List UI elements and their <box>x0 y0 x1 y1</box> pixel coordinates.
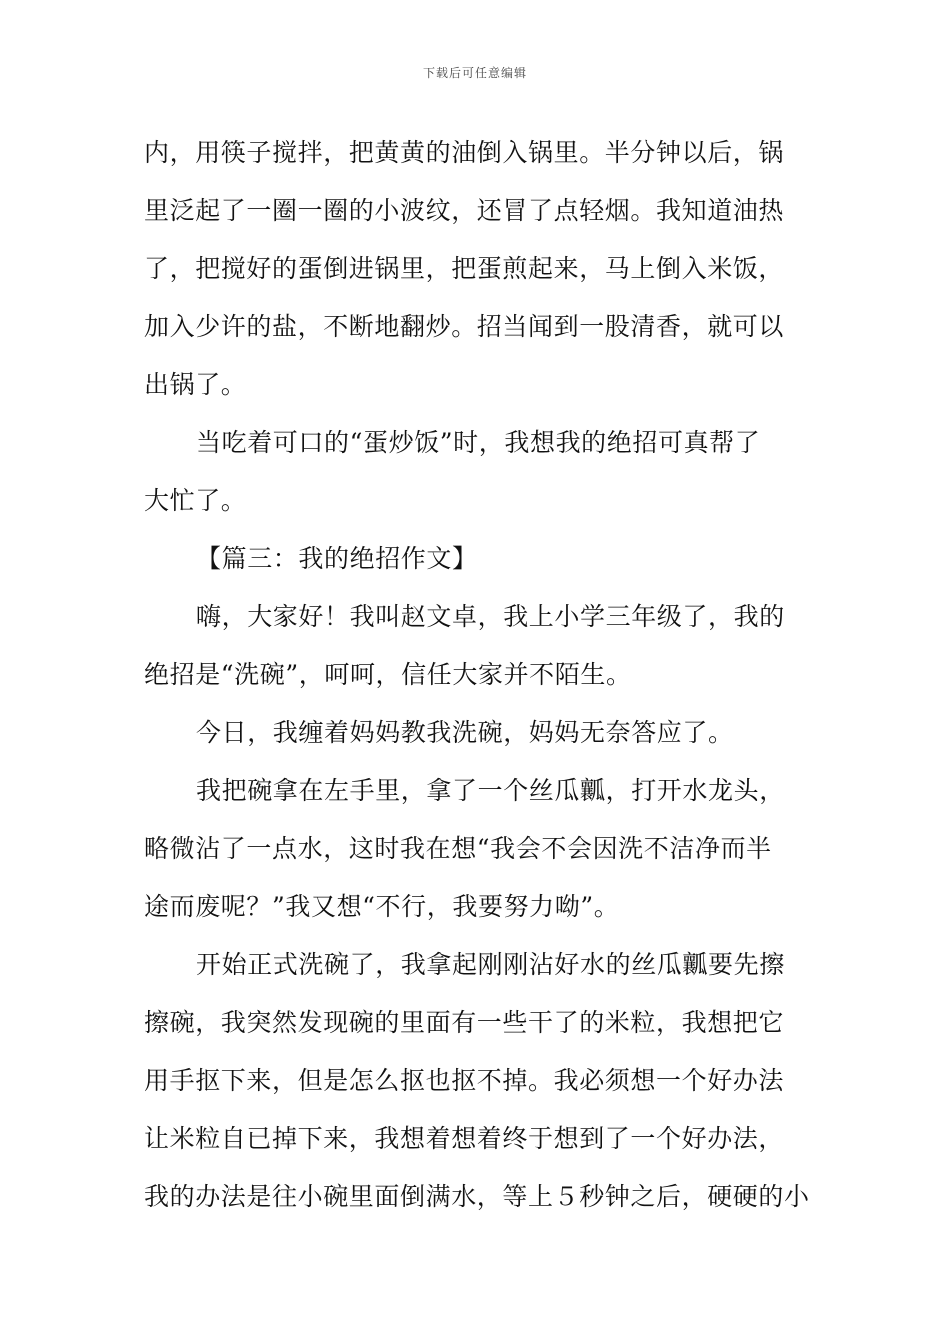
text-line: 出锅了。 <box>144 370 247 399</box>
text-line: 了，把搅好的蛋倒进锅里，把蛋煎起来，马上倒入米饭， <box>144 254 785 283</box>
text-line: 里泛起了一圈一圈的小波纹，还冒了点轻烟。我知道油热 <box>144 196 785 225</box>
page-header-note: 下载后可任意编辑 <box>422 66 527 80</box>
text-line: 绝招是“洗碗”，呵呵，信任大家并不陌生。 <box>144 660 632 689</box>
text-line: 让米粒自已掉下来，我想着想着终于想到了一个好办法， <box>144 1124 785 1153</box>
text-line: 大忙了。 <box>144 486 247 515</box>
text-line: 内，用筷子搅拌，把黄黄的油倒入锅里。半分钟以后，锅 <box>144 138 785 167</box>
text-line: 途而废呢？”我又想“不行，我要努力呦”。 <box>144 892 620 921</box>
paragraph-start-line: 嗨，大家好！我叫赵文卓，我上小学三年级了，我的 <box>196 602 785 631</box>
paragraph-start-line: 当吃着可口的“蛋炒饭”时，我想我的绝招可真帮了 <box>196 428 761 457</box>
text-line: 擦碗，我突然发现碗的里面有一些干了的米粒，我想把它 <box>144 1008 785 1037</box>
text-line: 略微沾了一点水，这时我在想“我会不会因洗不洁净而半 <box>144 834 772 863</box>
paragraph-start-line: 今日，我缠着妈妈教我洗碗，妈妈无奈答应了。 <box>196 718 734 747</box>
text-line: 加入少许的盐，不断地翻炒。招当闻到一股清香，就可以 <box>144 312 785 341</box>
text-line: 我的办法是往小碗里面倒满水，等上５秒钟之后，硬硬的小 <box>144 1182 810 1211</box>
paragraph-start-line: 我把碗拿在左手里，拿了一个丝瓜瓤，打开水龙头， <box>196 776 785 805</box>
text-line: 用手抠下来，但是怎么抠也抠不掉。我必须想一个好办法 <box>144 1066 785 1095</box>
paragraph-start-line: 开始正式洗碗了，我拿起刚刚沾好水的丝瓜瓤要先擦 <box>196 950 785 979</box>
section-heading: 【篇三：我的绝招作文】 <box>196 544 478 573</box>
document-body <box>144 124 808 1226</box>
